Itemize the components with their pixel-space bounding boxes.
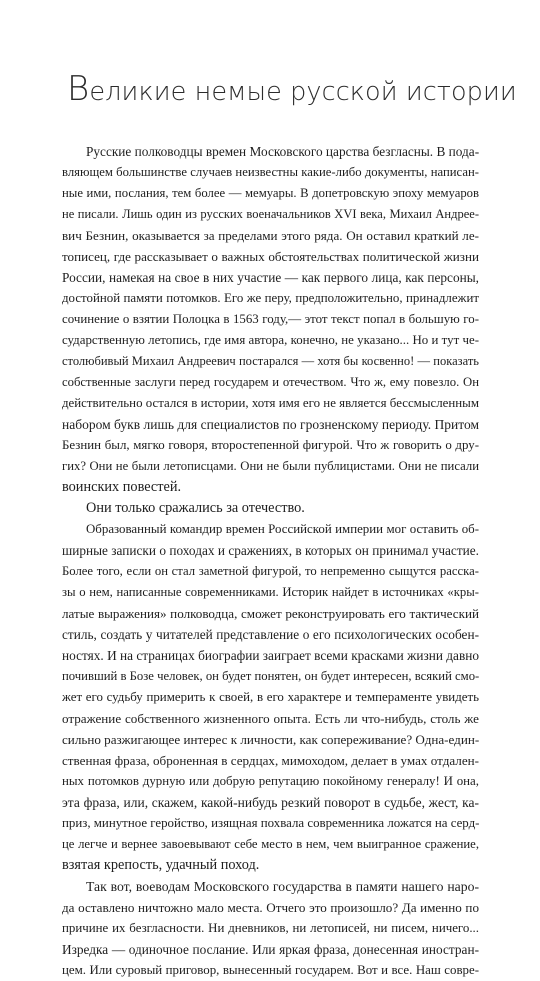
text-line: сильно разжигающее интерес к личности, как сопереживание? Одна-един- [62,732,479,747]
text-line: тописец, где рассказывает о важных обстоятельствах политической жизни [62,249,479,264]
text-line: латые выражения» полководца, сможет реконструировать его тактический [62,606,479,621]
text-line: жет его судьбу примерить к своей, в его характере и темпераменте увидеть [62,690,479,704]
chapter-title-rest: еликие немые русской истории [89,77,517,107]
text-line: эта фраза, или, скажем, какой-нибудь резкий поворот в судьбе, жест, ка- [62,795,479,810]
text-line: достойной памяти потомков. Его же перу, предположительно, принадлежит [62,291,479,305]
text-line: стиль, создать у читателей представление о его психологических особен- [62,627,479,642]
text-line: почивший в Бозе человек, он будет понятен, он будет интересен, всякий смо- [62,669,479,683]
text-line: вляющем большинстве случаев неизвестны какие-либо документы, написан- [62,165,479,179]
text-line: столюбивый Михаил Андреевич постарался — хотя бы косвенно! — показать [62,354,479,368]
text-line: действительно остался в истории, хотя имя его не является бессмысленным [62,396,479,410]
text-line: воинских повестей. [62,479,182,495]
text-line: зы о нем, написанные современниками. Историк найдет в источниках «кры- [62,585,479,599]
text-line: набором букв лишь для специалистов по грозненскому периоду. Притом [62,417,479,432]
text-line: отражение собственного жизненного опыта. Есть ли что-нибудь, столь же [62,711,479,726]
text-line: ностях. И на страницах биографии заиграет всеми красками жизни давно [62,648,479,663]
chapter-title [67,69,517,109]
text-line: собственные заслуги перед государем и отечеством. Что ж, ему повезло. Он [62,375,479,389]
text-line: ных потомков дурную или добрую репутацию покойному генералу! И она, [62,774,479,788]
text-line: сочинение о взятии Полоцка в 1563 году,— этот текст попал в большую го- [62,312,479,326]
text-line: ственная фраза, оброненная в сердцах, мимоходом, делает в умах отдален- [62,753,479,768]
text-line: ные ими, послания, тем более — мемуары. В допетровскую эпоху мемуаров [62,186,479,200]
text-line: взятая крепость, удачный поход. [62,857,260,873]
text-line: Более того, если он стал заметной фигурой, то непременно сыщутся расска- [62,564,479,578]
text-line: вич Безнин, оказывается за пределами этого ряда. Он оставил краткий ле- [62,228,479,243]
text-line: Они только сражались за отечество. [86,500,305,516]
text-line: сударственную летопись, где имя автора, конечно, не указано... Но и тут че- [62,333,479,347]
text-line: це легче и вернее завоевывают себе место в нем, чем выигранное сражение, [62,837,479,851]
text-line: гих? Они не были летописцами. Они не были публицистами. Они не писали [62,459,479,473]
text-line: не писали. Лишь один из русских военачальников XVI века, Михаил Андрее- [62,207,479,221]
text-line: приз, минутное геройство, изящная похвала современника ложатся на серд- [62,816,479,830]
text-line: ширные записки о походах и сражениях, в которых он принимал участие. [62,543,479,558]
text-line: Русские полководцы времен Московского царства безгласны. В пода- [86,144,479,159]
body-text [62,141,479,981]
text-line: да оставлено ничтожно мало места. Отчего это произошло? Да именно по [62,900,479,915]
text-line: Изредка — одиночное послание. Или яркая фраза, донесенная иностран- [62,942,479,957]
text-line: Так вот, воеводам Московского государства в памяти нашего наро- [86,879,479,894]
text-line: причине их безгласности. Ни дневников, ни летописей, ни писем, ничего... [62,921,479,935]
text-line: России, намекая на свое в них участие — как первого лица, как персоны, [62,270,479,285]
text-line: Образованный командир времен Российской империи мог оставить об- [86,522,479,536]
chapter-title-initial: В [67,69,90,109]
text-line: цем. Или суровый приговор, вынесенный государем. Вот и все. Наш совре- [62,963,479,977]
text-line: Безнин был, мягко говоря, второстепенной фигурой. Что ж говорить о дру- [62,438,479,452]
